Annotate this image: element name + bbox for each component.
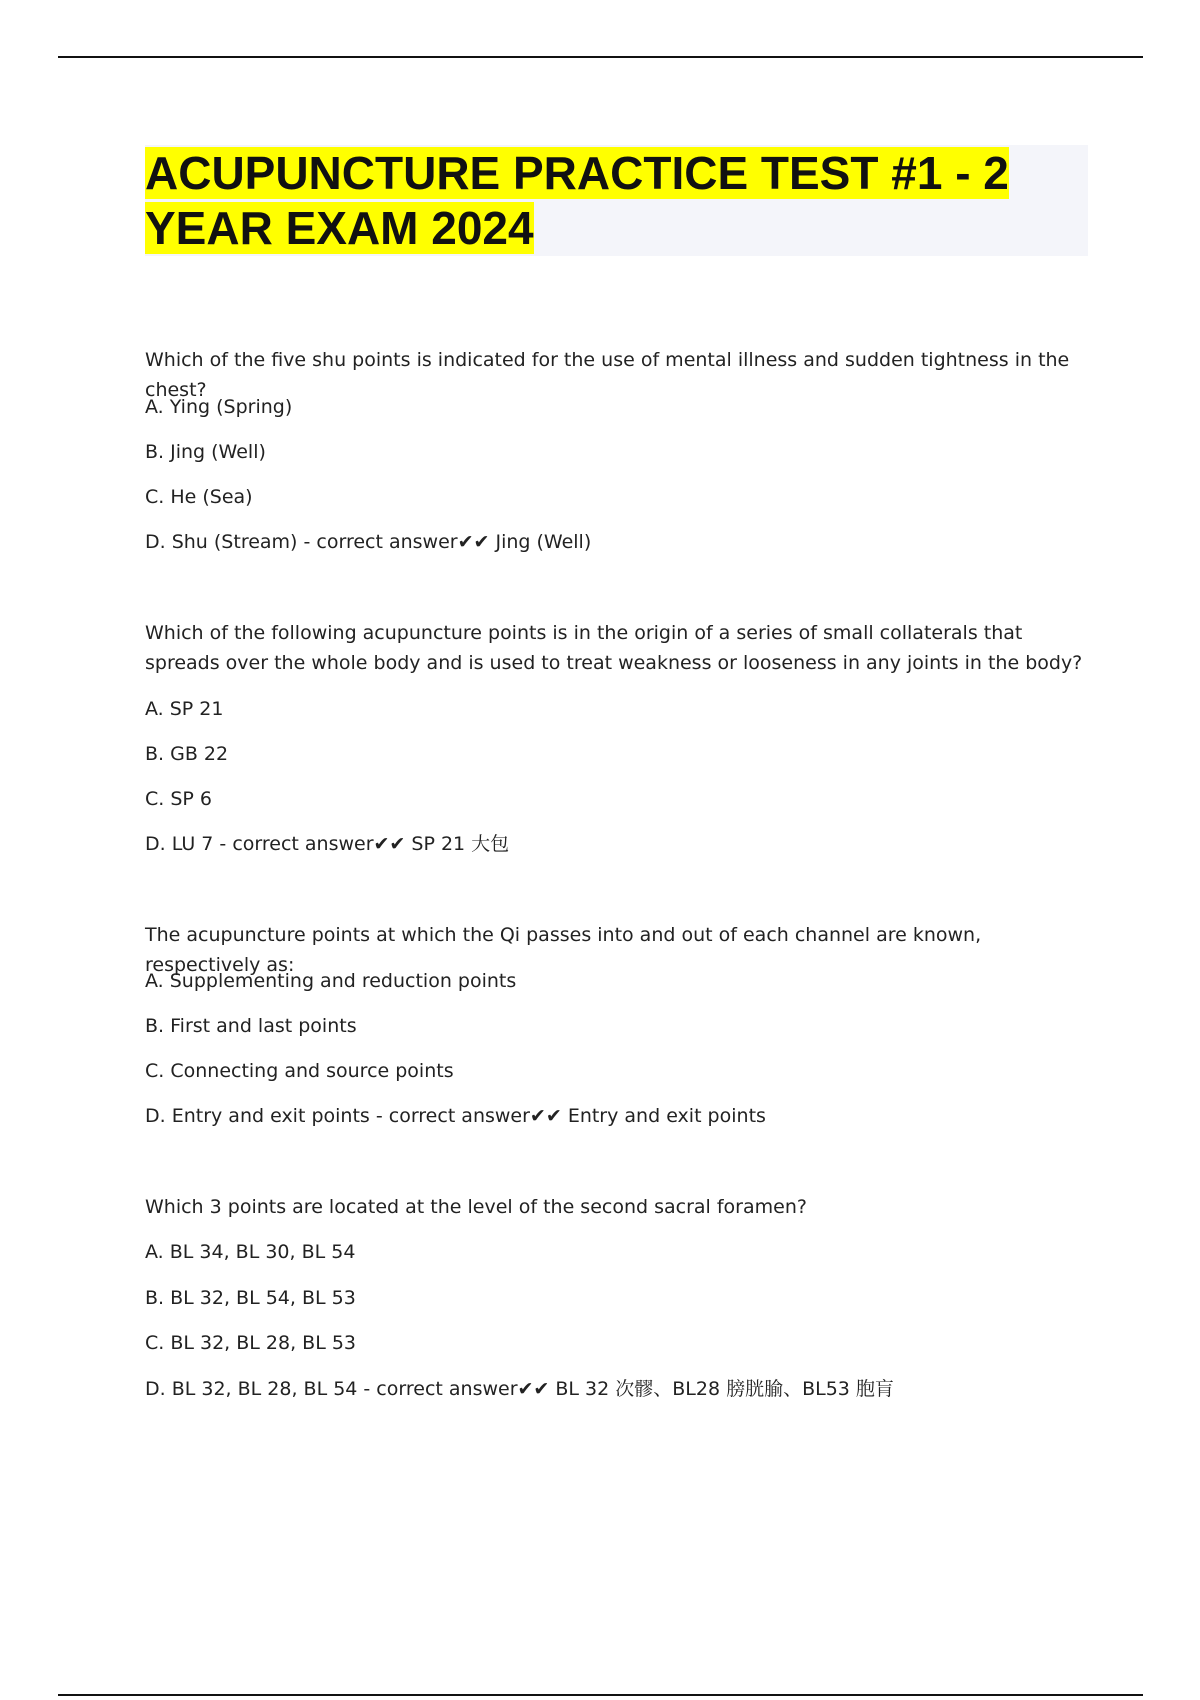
question-4-option-c: C. BL 32, BL 28, BL 53	[145, 1332, 357, 1354]
top-rule	[58, 56, 1143, 58]
question-3-option-d: D. Entry and exit points - correct answer✔✔ Entry and exit points	[145, 1105, 766, 1127]
bottom-rule	[58, 1694, 1143, 1696]
question-3-option-b: B. First and last points	[145, 1015, 357, 1037]
question-4-option-d: D. BL 32, BL 28, BL 54 - correct answer✔✔ BL 32 次髎、BL28 膀胱腧、BL53 胞肓	[145, 1378, 894, 1400]
question-4-option-b: B. BL 32, BL 54, BL 53	[145, 1287, 356, 1309]
question-1-text: Which of the five shu points is indicated for the use of mental illness and sudden tightness in the chest?	[145, 349, 1070, 401]
question-1-option-c: C. He (Sea)	[145, 486, 253, 508]
question-2-option-c: C. SP 6	[145, 788, 212, 810]
question-1-option-d: D. Shu (Stream) - correct answer✔✔ Jing (Well)	[145, 531, 592, 553]
question-4-option-a: A. BL 34, BL 30, BL 54	[145, 1241, 356, 1263]
question-2-text: Which of the following acupuncture points is in the origin of a series of small collaterals that spreads over the whole body and is used to treat weakness or looseness in any joints in the body?	[145, 622, 1083, 674]
document-title-line-1: ACUPUNCTURE PRACTICE TEST #1 - 2	[145, 147, 1009, 199]
question-1-option-b: B. Jing (Well)	[145, 441, 266, 463]
question-2-option-b: B. GB 22	[145, 743, 229, 765]
question-4-text: Which 3 points are located at the level of the second sacral foramen?	[145, 1196, 807, 1218]
document-title-line-2: YEAR EXAM 2024	[145, 202, 534, 254]
question-1-option-a: A. Ying (Spring)	[145, 396, 293, 418]
question-3-option-c: C. Connecting and source points	[145, 1060, 454, 1082]
question-3-text: The acupuncture points at which the Qi passes into and out of each channel are known, respectively as:	[145, 924, 982, 976]
document-title	[145, 146, 1085, 256]
question-2-option-a: A. SP 21	[145, 698, 224, 720]
question-2-option-d: D. LU 7 - correct answer✔✔ SP 21 大包	[145, 833, 510, 855]
question-3-option-a: A. Supplementing and reduction points	[145, 970, 517, 992]
